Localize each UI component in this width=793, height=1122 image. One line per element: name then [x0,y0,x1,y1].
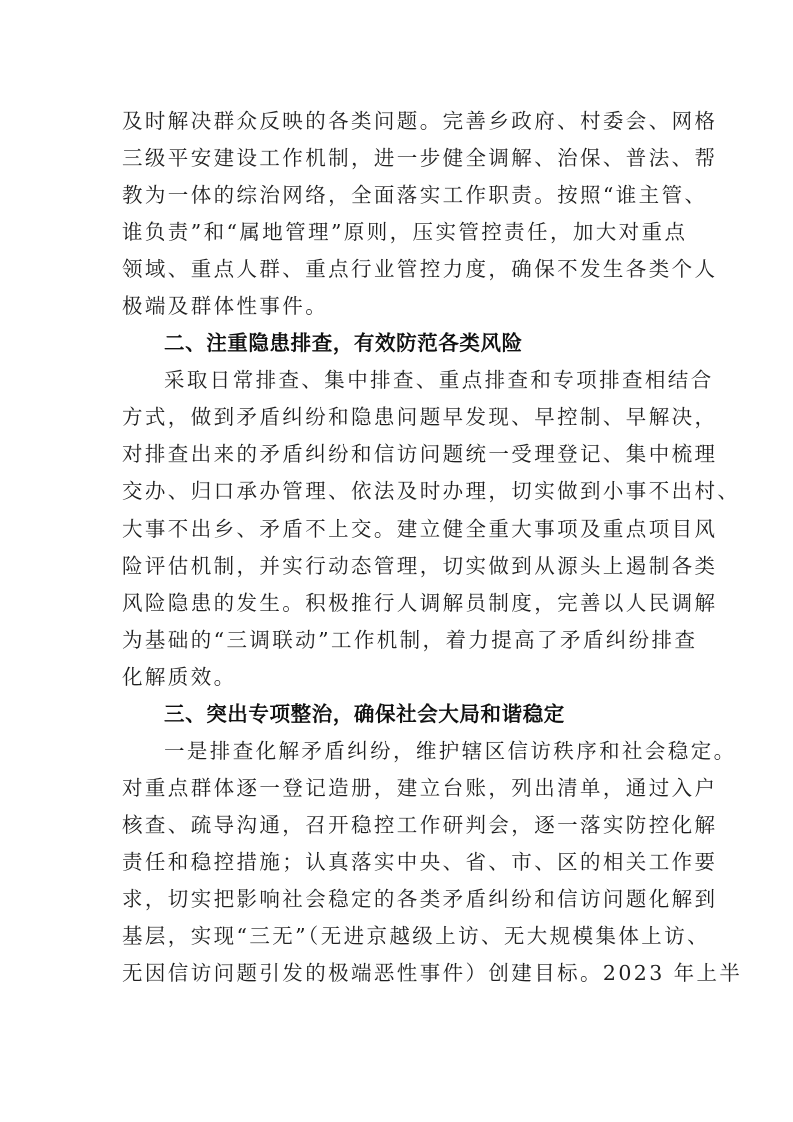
text-line: 及时解决群众反映的各类问题。完善乡政府、村委会、网格 [122,109,718,133]
text-line: 责任和稳控措施；认真落实中央、省、市、区的相关工作要 [122,849,718,874]
text-line: 方式，做到矛盾纠纷和隐患问题早发现、早控制、早解决， [122,405,718,430]
section-heading-2: 二、注重隐患排查，有效防范各类风险 [164,331,523,356]
paragraph-risk-screening [122,362,741,695]
text-line: 风险隐患的发生。积极推行人调解员制度，完善以人民调解 [122,590,718,615]
text-line: 大事不出乡、矛盾不上交。建立健全重大事项及重点项目风 [122,516,718,541]
text-line: 对重点群体逐一登记造册，建立台账，列出清单，通过入户 [122,775,718,800]
text-line: 基层，实现“三无”（无进京越级上访、无大规模集体上访、 [122,924,711,949]
text-line: 对排查出来的矛盾纠纷和信访问题统一受理登记、集中梳理 [122,442,718,467]
text-line: 交办、归口承办管理、依法及时办理，切实做到小事不出村、 [122,479,741,504]
document-body [122,103,743,992]
paragraph-special-rectification [122,733,743,992]
text-line: 一是排查化解矛盾纠纷，维护辖区信访秩序和社会稳定。 [164,738,737,763]
text-line: 为基础的“三调联动”工作机制，着力提高了矛盾纠纷排查 [122,627,698,652]
text-line: 化解质效。 [122,664,237,689]
text-line: 采取日常排查、集中排查、重点排查和专项排查相结合 [164,368,714,393]
text-line: 核查、疏导沟通，召开稳控工作研判会，逐一落实防控化解 [122,812,718,837]
text-line: 三级平安建设工作机制，进一步健全调解、治保、普法、帮 [122,146,718,171]
text-line: 险评估机制，并实行动态管理，切实做到从源头上遏制各类 [122,553,718,578]
text-line: 求，切实把影响社会稳定的各类矛盾纠纷和信访问题化解到 [122,886,718,911]
text-line: 无因信访问题引发的极端恶性事件）创建目标。2023 年上半 [122,961,743,986]
section-heading-3: 三、突出专项整治，确保社会大局和谐稳定 [164,701,565,726]
text-line: 谁负责”和“属地管理”原则，压实管控责任，加大对重点 [122,220,688,245]
text-line: 领域、重点人群、重点行业管控力度，确保不发生各类个人 [122,257,718,282]
text-line: 极端及群体性事件。 [122,294,329,319]
paragraph-continuation [122,103,718,325]
text-line: 教为一体的综治网络，全面落实工作职责。按照“谁主管、 [122,183,708,208]
